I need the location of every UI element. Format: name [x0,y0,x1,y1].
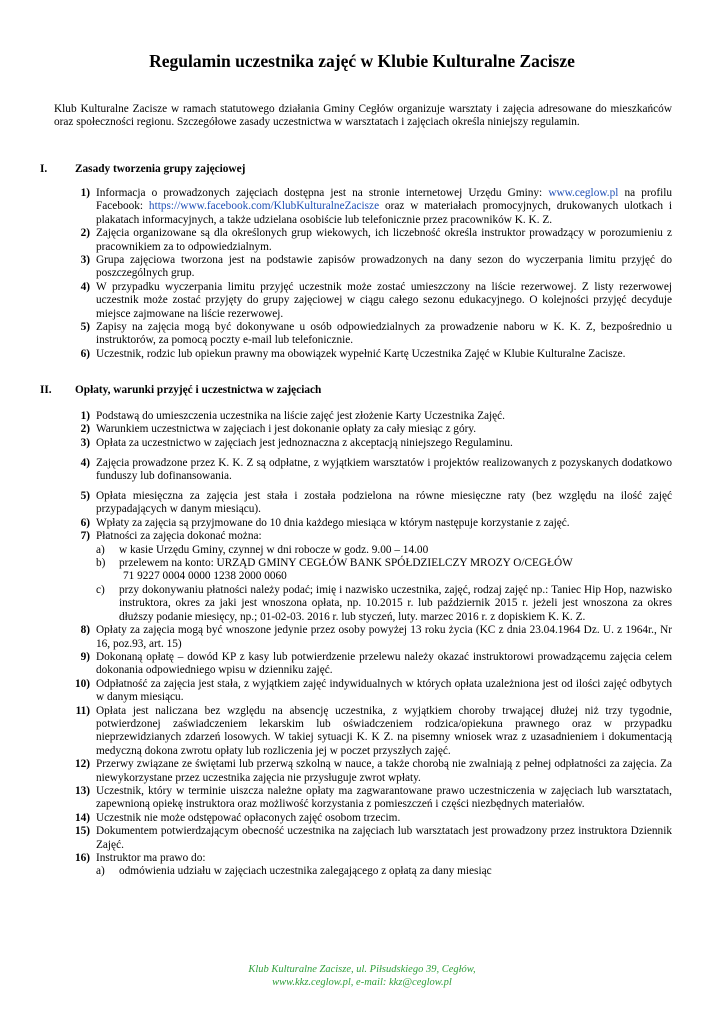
item-text: Uczestnik, rodzic lub opiekun prawny ma obowiązek wypełnić Kartę Uczestnika Zajęć w Klubie Kulturalne Zacisze. [96,347,626,360]
list-item [0,852,724,879]
item-text: W przypadku wyczerpania limitu przyjęć uczestnik może zostać umieszczony na liście rezerwowej. Z listy rezerwowej uczestnik może zostać przyjęty do grupy zajęciowej w ciągu całego sezonu edukacyjnego. O kolejności przyjęć decyduje miejsce zajmowane na liście rezerwowej. [96,280,672,320]
section-2-heading [40,384,680,398]
item-text: Uczestnik, który w terminie uiszcza należne opłaty ma zagwarantowane prawo uczestniczenia w zajęciach lub warsztatach, zapewnioną opiekę instruktora oraz możliwość korzystania z pomieszczeń i części niezbędnych materiałów. [96,784,672,811]
item-number: 4) [80,456,90,469]
item-number: 11) [75,704,90,717]
sub-item-text: przy dokonywaniu płatności należy podać; imię i nazwisko uczestnika, zajęć, rodzaj zajęć np.: Taniec Hip Hop, nazwisko instruktora, okres za jaki jest wnoszona opłata, np. 10.2015 r. lub październik 2015 r. jeżeli jest wnoszona za okres dłuższy podanie miesięcy, np.; 01-02-03. 2016 r. lub styczeń, luty. marzec 2016 r. z dopiskiem K. K. Z. [119,583,672,623]
item-text: Grupa zajęciowa tworzona jest na podstawie zapisów prowadzonych na dany sezon do wyczerpania limitu przyjęć do poszczególnych grup. [96,254,672,280]
item-number: 5) [80,490,90,503]
sub-item-letter: a) [96,865,105,878]
item-text: Zapisy na zajęcia mogą być dokonywane u osób odpowiedzialnych za prowadzenie naboru w K. K. Z, bezpośrednio u instruktorów, za pomocą poczty e-mail lub telefonicznie. [96,321,672,347]
list-item [0,227,724,254]
item-text: Warunkiem uczestnictwa w zajęciach i jest dokonanie opłaty za cały miesiąc z góry. [96,423,477,436]
list-item [0,321,724,348]
section-1-heading [40,163,680,177]
list-item [0,624,724,651]
item-number: 15) [74,825,90,838]
item-text: Dokonaną opłatę – dowód KP z kasy lub potwierdzenie przelewu należy okazać instruktorowi prowadzącemu zajęcia celem dokonania odpowiedniego wpisu w dzienniku zajęć. [96,650,672,677]
item-number: 5) [80,321,90,334]
sub-item [96,584,672,624]
item-number: 7) [80,530,90,543]
list-item [0,785,724,812]
sub-item-letter: b) [96,557,106,570]
sub-item-letter: a) [96,543,105,556]
item-text: Dokumentem potwierdzającym obecność uczestnika na zajęciach lub warsztatach jest prowadzony przez instruktora Dziennik Zajęć. [96,825,672,851]
item-text: Informacja o prowadzonych zajęciach dostępna jest na stronie internetowej Urzędu Gminy: [96,187,549,199]
item-number: 4) [80,280,90,293]
item-text: Opłata jest naliczana bez względu na absencję uczestnika, z wyjątkiem choroby trwającej dłużej niż trzy tygodnie, potwierdzonej zaświadczeniem lekarskim lub oświadczeniem rodzica/opiekuna prawnego oraz w przypadku nieprzewidzianych zdarzeń losowych. W takiej sytuacji K. K Z. na pisemny wniosek wraz z uzasadnieniem i dokumentacją medyczną dokona zwrotu opłaty lub rozliczenia jej w poczet przyszłych zajęć. [96,704,672,757]
item-number: 3) [80,436,90,449]
footer-address: Klub Kulturalne Zacisze, ul. Piłsudskiego 39, Cegłów, [248,964,476,975]
item-text: Zajęcia organizowane są dla określonych grup wiekowych, ich liczebność określa instruktor prowadzący w porozumieniu z pracownikiem za to odpowiedzialnym. [96,227,672,253]
item-text: na profilu Facebook: [96,187,673,213]
list-item [0,348,724,361]
list-item [0,254,724,281]
ceglow-website-link[interactable]: www.ceglow.pl [548,187,619,199]
item-text: Opłata za uczestnictwo w zajęciach jest jednoznaczna z akceptacją niniejszego Regulaminu. [96,436,513,449]
list-item [0,410,724,423]
sub-item-letter: c) [96,583,105,596]
sub-item [96,865,672,878]
item-text: Zajęcia prowadzone przez K. K. Z są odpłatne, z wyjątkiem warsztatów i projektów realizowanych z pozyskanych dodatkowo funduszy lub dofinansowania. [96,456,672,483]
section-1-title: Zasady tworzenia grupy zajęciowej [75,163,246,175]
sub-item [96,557,672,584]
section-2-title: Opłaty, warunki przyjęć i uczestnictwa w zajęciach [75,384,322,396]
list-item [0,517,724,530]
sub-item-text: odmówienia udziału w zajęciach uczestnika zalegającego z opłatą za dany miesiąc [119,865,492,878]
item-text: Wpłaty za zajęcia są przyjmowane do 10 dnia każdego miesiąca w którym następuje korzystanie z zajęć. [96,516,570,529]
list-item [0,651,724,678]
item-text: Przerwy związane ze świętami lub przerwą szkolną w nauce, a także chorobą nie zwalniają z pełnej odpłatności za zajęcia. Za niewykorzystane przez uczestnika zajęcia nie przysługuje zwrot wpłaty. [96,758,672,784]
item-number: 3) [80,254,90,267]
section-2-number: II. [40,384,52,396]
item-number: 9) [80,650,90,663]
sub-item-text: w kasie Urzędu Gminy, czynnej w dni robocze w godz. 9.00 – 14.00 [119,543,429,556]
document-title: Regulamin uczestnika zajęć w Klubie Kulturalne Zacisze [149,51,575,71]
sub-item [96,544,672,557]
item-text: Opłata miesięczna za zajęcia jest stała i została podzielona na równe miesięczne raty (bez względu na ilość zajęć przypadających w danym miesiącu). [96,490,672,516]
item-number: 13) [74,784,90,797]
instructor-rights-list [96,865,672,878]
item-number: 8) [80,624,90,637]
list-item [0,457,724,484]
item-text: oraz w materiałach promocyjnych, drukowanych ulotkach i plakatach informacyjnych, a także udzielana osobiście lub telefonicznie przez pracowników K. K. Z. [96,200,672,226]
list-item [0,678,724,705]
item-number: 16) [74,852,90,864]
item-number: 6) [80,347,90,360]
list-item [0,437,724,450]
facebook-profile-link[interactable]: https://www.facebook.com/KlubKulturalneZacisze [148,200,380,213]
item-text: Podstawą do umieszczenia uczestnika na liście zajęć jest złożenie Karty Uczestnika Zajęć. [96,410,506,422]
section-2-list [0,410,724,879]
list-item [0,530,724,624]
item-number: 10) [74,677,90,690]
item-text: Płatności za zajęcia dokonać można: [96,530,262,543]
item-text: Uczestnik nie może odstępować opłaconych zajęć osobom trzecim. [96,811,401,824]
item-text: Instruktor ma prawo do: [96,852,206,864]
list-item [0,490,724,517]
payment-methods-list [96,544,672,624]
item-text: Odpłatność za zajęcia jest stała, z wyjątkiem zajęć indywidualnych w których opłata uzależniona jest od ilości zajęć odbytych w danym miesiącu. [96,677,672,704]
list-item [0,423,724,436]
item-number: 2) [80,227,90,240]
intro-paragraph: Klub Kulturalne Zacisze w ramach statutowego działania Gminy Cegłów organizuje warsztaty i zajęcia adresowane do mieszkańców oraz społeczności regionu. Szczegółowe zasady uczestnictwa w warsztatach i zajęciach określa niniejszy regulamin. [54,103,672,129]
list-item [0,281,724,321]
list-item [0,705,724,759]
page-footer [0,963,724,989]
item-number: 1) [80,410,90,422]
section-1-number: I. [40,163,48,175]
list-item [0,758,724,785]
item-number: 14) [74,811,90,824]
section-1-list [0,187,724,361]
item-number: 12) [74,758,90,771]
item-text: Opłaty za zajęcia mogą być wnoszone jedynie przez osoby powyżej 13 roku życia (KC z dnia 23.04.1964 Dz. U. z 1964r., Nr 16, poz.93, art. 15) [96,624,672,650]
list-item [0,812,724,825]
sub-item-text: przelewem na konto: URZĄD GMINY CEGŁÓW BANK SPÓŁDZIELCZY MROZY O/CEGŁÓW [119,557,573,570]
list-item [0,825,724,852]
item-number: 6) [80,516,90,529]
list-item [0,187,724,227]
footer-contact: www.kkz.ceglow.pl, e-mail: kkz@ceglow.pl [272,977,452,988]
item-number: 1) [80,187,90,199]
bank-account-number: 71 9227 0004 0000 1238 2000 0060 [123,570,287,583]
item-number: 2) [80,423,90,436]
